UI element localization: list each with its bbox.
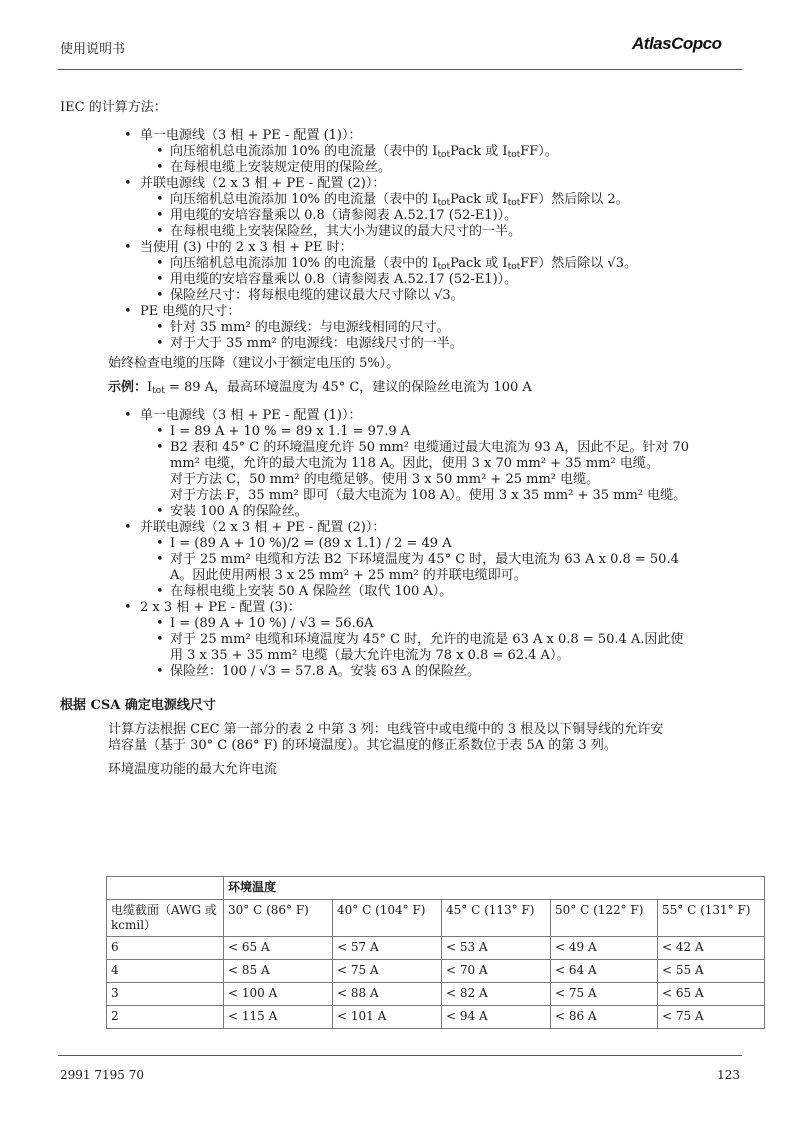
bullet-icon: • [124,240,132,255]
iec-group [124,240,750,304]
example-group-label: 并联电源线（2 x 3 相 + PE - 配置 (2)）： [140,520,386,535]
cable-size-cell: 6 [107,937,224,960]
example-i: I [147,380,153,395]
ampacity-cell: < 115 A [224,1006,333,1029]
csa-paragraph-line: 培容量（基于 30° C (86° F) 的环境温度）。其它温度的修正系数位于表 5A 的第 3 列。 [108,738,617,753]
example-group-label: 单一电源线（3 相 + PE - 配置 (1)）： [140,408,362,423]
iec-item [156,336,750,352]
bullet-icon: • [156,664,164,679]
iec-item-text: 向压缩机总电流添加 10% 的电流量（表中的 I [170,144,438,159]
ampacity-cell: < 65 A [224,937,333,960]
iec-item [156,160,750,176]
iec-item [156,224,750,240]
subscript-tot: tot [437,150,451,160]
example-item-line: 用 3 x 35 + 35 mm² 电缆（最大允许电流为 78 x 0.8 = 62.4 A）。 [170,648,570,663]
bullet-icon: • [156,208,164,223]
bullet-icon: • [156,536,164,551]
ampacity-cell: < 75 A [333,960,442,983]
iec-method-list [60,128,750,352]
ampacity-cell: < 75 A [658,1006,765,1029]
voltage-drop-note: 始终检查电缆的压降（建议小于额定电压的 5%）。 [108,356,400,371]
ampacity-cell: < 101 A [333,1006,442,1029]
ampacity-cell: < 100 A [224,983,333,1006]
example-item [156,616,750,632]
subscript-tot: tot [437,198,451,208]
bullet-icon: • [124,600,132,615]
subscript-tot: tot [507,262,521,272]
example-item-line: 安装 100 A 的保险丝。 [170,504,308,519]
ampacity-cell: < 86 A [551,1006,658,1029]
iec-item-text: Pack 或 I [450,192,508,207]
ampacity-cell: < 49 A [551,937,658,960]
iec-item [156,192,750,208]
bullet-icon: • [156,584,164,599]
csa-table-caption: 环境温度功能的最大允许电流 [108,762,278,777]
temp-header-cell: 55° C (131° F) [658,900,765,937]
header-title: 使用说明书 [60,42,126,57]
ambient-temp-header: 环境温度 [224,877,765,900]
table-row [107,960,765,983]
iec-item [156,144,750,160]
bullet-icon: • [156,224,164,239]
table-row [107,937,765,960]
bullet-icon: • [156,192,164,207]
iec-item-text: 在每根电缆上安装保险丝，其大小为建议的最大尺寸的一半。 [170,224,522,239]
bullet-icon: • [156,160,164,175]
csa-ampacity-table [106,876,765,1029]
iec-item-text: FF）然后除以 2。 [520,192,629,207]
atlas-copco-logo: AtlasCopco [632,34,722,53]
bullet-icon: • [156,552,164,567]
iec-item [156,320,750,336]
bullet-icon: • [156,632,164,647]
bullet-icon: • [156,504,164,519]
bullet-icon: • [156,424,164,439]
example-item-line: 对于方法 C，50 mm² 的电缆足够。使用 3 x 50 mm² + 25 mm² 电缆。 [170,472,600,487]
example-item [156,584,750,600]
bullet-icon: • [156,336,164,351]
example-item [156,552,750,584]
example-item-line: mm² 电缆，允许的最大电流为 118 A。因此，使用 3 x 70 mm² + 35 mm² 电缆。 [170,456,659,471]
cable-size-header: 电缆截面（AWG 或 kcmil） [107,900,224,937]
header-rule [58,69,742,70]
footer-rule [58,1055,742,1056]
iec-item-text: 用电缆的安培容量乘以 0.8（请参阅表 A.52.17 (52-E1)）。 [170,208,518,223]
bullet-icon: • [124,520,132,535]
table-corner-cell [107,877,224,900]
ampacity-cell: < 64 A [551,960,658,983]
bullet-icon: • [156,144,164,159]
example-group [124,520,750,600]
example-line [108,380,750,396]
bullet-icon: • [156,320,164,335]
iec-group [124,128,750,176]
ampacity-cell: < 94 A [442,1006,551,1029]
example-item-line: I = 89 A + 10 % = 89 x 1.1 = 97.9 A [170,424,411,439]
iec-item [156,256,750,272]
temp-header-cell: 50° C (122° F) [551,900,658,937]
ampacity-cell: < 82 A [442,983,551,1006]
iec-item [156,272,750,288]
temp-header-cell: 40° C (104° F) [333,900,442,937]
iec-item-text: 对于大于 35 mm² 的电源线：电源线尺寸的一半。 [170,336,463,351]
csa-paragraph [108,722,750,754]
ampacity-cell: < 75 A [551,983,658,1006]
example-item [156,440,750,504]
ampacity-cell: < 55 A [658,960,765,983]
example-item-line: I = (89 A + 10 %)/2 = (89 x 1.1) / 2 = 49 A [170,536,452,551]
example-item [156,632,750,664]
example-sub: tot [152,386,165,396]
iec-item-text: Pack 或 I [450,256,508,271]
example-item-line: 保险丝：100 / √3 = 57.8 A。安装 63 A 的保险丝。 [170,664,480,679]
cable-size-cell: 4 [107,960,224,983]
iec-item-text: 向压缩机总电流添加 10% 的电流量（表中的 I [170,256,438,271]
iec-item [156,288,750,304]
cable-size-cell: 2 [107,1006,224,1029]
doc-number: 2991 7195 70 [60,1068,144,1082]
table-row [107,1006,765,1029]
example-item [156,664,750,680]
table-body [107,937,765,1029]
iec-item-text: Pack 或 I [450,144,508,159]
csa-heading: 根据 CSA 确定电源线尺寸 [60,698,216,713]
temp-header-cell: 45° C (113° F) [442,900,551,937]
subscript-tot: tot [437,262,451,272]
iec-item-text: 向压缩机总电流添加 10% 的电流量（表中的 I [170,192,438,207]
temp-header-row [107,900,765,937]
bullet-icon: • [124,304,132,319]
example-item-line: 对于 25 mm² 电缆和方法 B2 下环境温度为 45° C 时，最大电流为 63 A x 0.8 = 50.4 [170,552,679,567]
iec-group [124,304,750,352]
example-text: = 89 A，最高环境温度为 45° C，建议的保险丝电流为 100 A [164,380,532,395]
bullet-icon: • [156,256,164,271]
example-item-line: 对于 25 mm² 电缆和环境温度为 45° C 时，允许的电流是 63 A x 0.8 = 50.4 A.因此使 [170,632,684,647]
bullet-icon: • [124,176,132,191]
ampacity-cell: < 88 A [333,983,442,1006]
iec-group-label: 单一电源线（3 相 + PE - 配置 (1)）： [140,128,362,143]
iec-item-text: 保险丝尺寸：将每根电缆的建议最大尺寸除以 √3。 [170,288,464,303]
example-group [124,600,750,680]
ampacity-cell: < 70 A [442,960,551,983]
iec-item-text: 针对 35 mm² 的电源线：与电源线相同的尺寸。 [170,320,450,335]
example-item-line: 在每根电缆上安装 50 A 保险丝（取代 100 A）。 [170,584,453,599]
example-item-line: A。因此使用两根 3 x 25 mm² + 25 mm² 的并联电缆即可。 [170,568,527,583]
example-list [60,408,750,680]
bullet-icon: • [156,440,164,455]
example-label: 示例： [108,380,148,395]
example-group [124,408,750,520]
iec-group [124,176,750,240]
ampacity-cell: < 53 A [442,937,551,960]
bullet-icon: • [156,272,164,287]
ampacity-cell: < 85 A [224,960,333,983]
subscript-tot: tot [507,198,521,208]
iec-group-label: 当使用 (3) 中的 2 x 3 相 + PE 时： [140,240,353,255]
iec-group-label: PE 电缆的尺寸： [140,304,241,319]
ampacity-cell: < 42 A [658,937,765,960]
table-row [107,983,765,1006]
iec-heading: IEC 的计算方法： [60,100,167,115]
page-number: 123 [717,1068,740,1082]
bullet-icon: • [156,616,164,631]
example-item [156,424,750,440]
iec-item-text: 用电缆的安培容量乘以 0.8（请参阅表 A.52.17 (52-E1)）。 [170,272,518,287]
iec-item-text: 在每根电缆上安装规定使用的保险丝。 [170,160,392,175]
cable-size-cell: 3 [107,983,224,1006]
ampacity-cell: < 57 A [333,937,442,960]
temp-header-cell: 30° C (86° F) [224,900,333,937]
example-item [156,536,750,552]
iec-group-label: 并联电源线（2 x 3 相 + PE - 配置 (2)）： [140,176,386,191]
ampacity-cell: < 65 A [658,983,765,1006]
subscript-tot: tot [507,150,521,160]
bullet-icon: • [124,408,132,423]
iec-item-text: FF）然后除以 √3。 [520,256,637,271]
example-item-line: 对于方法 F，35 mm² 即可（最大电流为 108 A）。使用 3 x 35 mm² + 35 mm² 电缆。 [170,488,687,503]
example-item-line: I = (89 A + 10 %) / √3 = 56.6A [170,616,374,631]
iec-item-text: FF）。 [520,144,558,159]
iec-item [156,208,750,224]
main-content [60,100,750,786]
example-group-label: 2 x 3 相 + PE - 配置 (3)： [140,600,301,615]
bullet-icon: • [156,288,164,303]
example-item-line: B2 表和 45° C 的环境温度允许 50 mm² 电缆通过最大电流为 93 A，因此不足。针对 70 [170,440,690,455]
csa-paragraph-line: 计算方法根据 CEC 第一部分的表 2 中第 3 列：电线管中或电缆中的 3 根及以下铜导线的允许安 [108,722,664,737]
bullet-icon: • [124,128,132,143]
example-item [156,504,750,520]
